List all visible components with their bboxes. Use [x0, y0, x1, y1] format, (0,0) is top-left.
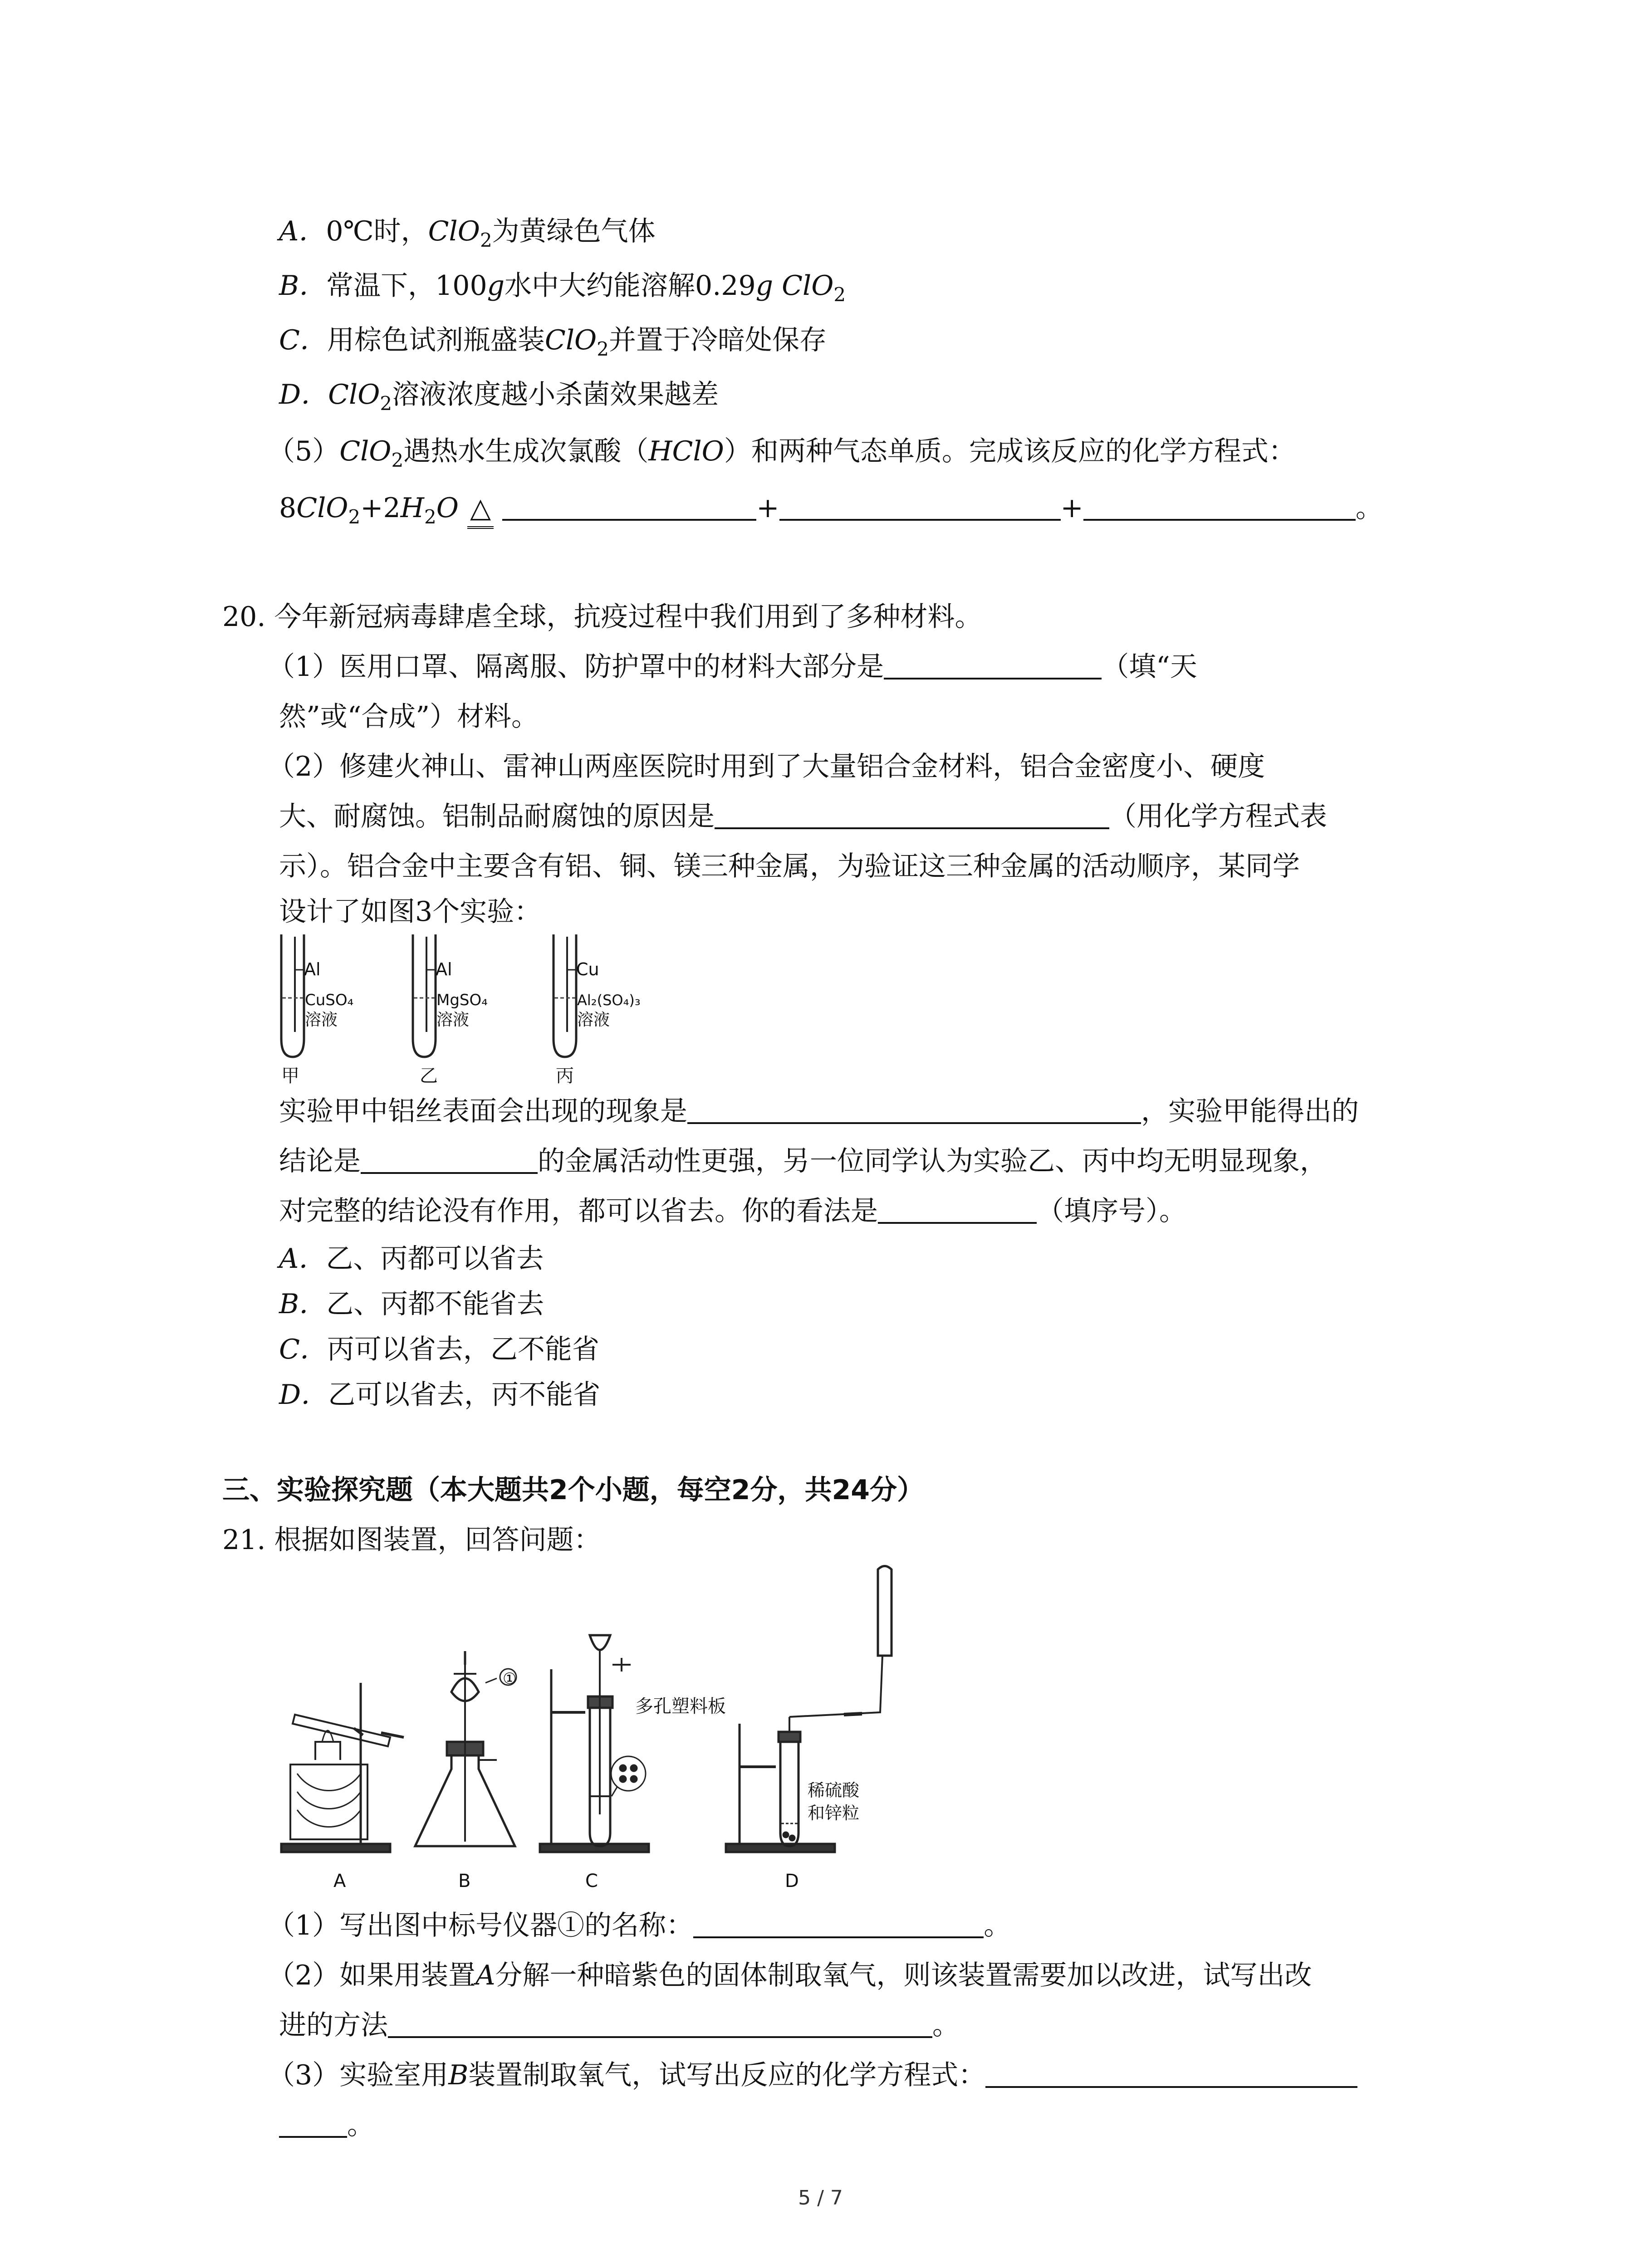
q19-option-b: B．常温下，100g水中大约能溶解0.29g ClO$_2$ [279, 270, 846, 306]
q20-part2-line4: 设计了如图3个实验： [279, 896, 542, 928]
q20-option-d: D．乙可以省去，丙不能省 [279, 1379, 601, 1411]
q19-option-a: A．0℃时，ClO$_2$为黄绿色气体 [279, 215, 656, 251]
q21-part2-line2: 进的方法 。 [279, 2009, 960, 2041]
apparatus-d-label: D [785, 1871, 799, 1892]
q20-part2-line2: 大、耐腐蚀。铝制品耐腐蚀的原因是 （用化学方程式表 [279, 801, 1327, 832]
apparatus-c [540, 1635, 726, 1892]
tube-bing [554, 934, 641, 1086]
answer-blank-conclusion[interactable] [361, 1145, 538, 1174]
q20-option-b: B．乙、丙都不能省去 [279, 1288, 544, 1320]
q21-part1: （1）写出图中标号仪器①的名称： 。 [268, 1910, 1011, 1941]
q20-obs-line1: 实验甲中铝丝表面会出现的现象是 ，实验甲能得出的 [279, 1095, 1359, 1127]
tube-bing-solution: Al₂(SO₄)₃ [577, 992, 641, 1009]
answer-blank-phenomenon[interactable] [687, 1095, 1141, 1124]
tube-yi [413, 934, 488, 1086]
tube-bing-label: 丙 [556, 1066, 574, 1086]
q19-equation: $8ClO_2+2H_2O$ △ + + 。 [279, 490, 1383, 535]
q20-stem: 20. 今年新冠病毒肆虐全球，抗疫过程中我们用到了多种材料。 [222, 601, 982, 633]
tube-jia [281, 934, 353, 1086]
tube-bing-metal: Cu [576, 959, 599, 979]
section-3-heading: 三、实验探究题（本大题共2个小题，每空2分，共24分） [222, 1474, 924, 1506]
apparatus-d [726, 1566, 892, 1892]
answer-blank-equation-cont[interactable] [279, 2109, 347, 2138]
apparatus-a-label: A [333, 1871, 346, 1892]
apparatus-a [281, 1683, 404, 1892]
tube-jia-metal: Al [304, 959, 321, 979]
q20-part2-line1: （2）修建火神山、雷神山两座医院时用到了大量铝合金材料，铝合金密度小、硬度 [268, 751, 1265, 782]
apparatus-figure [272, 1560, 962, 1901]
q20-part1-line2: 然”或“合成”）材料。 [279, 701, 539, 733]
q21-part3-line2: 。 [279, 2107, 374, 2143]
tube-jia-solution: CuSO₄ [305, 991, 354, 1009]
equation-blank-1[interactable] [502, 492, 756, 521]
q20-option-a: A．乙、丙都可以省去 [279, 1243, 544, 1275]
q19-part5: （5）ClO$_2$遇热水生成次氯酸（HClO）和两种气态单质。完成该反应的化学方程式： [268, 435, 1296, 471]
tube-yi-solution-word: 溶液 [436, 1011, 470, 1029]
instrument-one-marker: ① [503, 1670, 517, 1688]
answer-blank-material[interactable] [884, 650, 1102, 679]
equation-blank-3[interactable] [1083, 492, 1356, 521]
zinc-granules-label: 和锌粒 [808, 1803, 860, 1823]
tube-jia-label: 甲 [281, 1066, 299, 1086]
q20-obs-line3: 对完整的结论没有作用，都可以省去。你的看法是 （填序号）。 [279, 1195, 1186, 1227]
apparatus-b-label: B [458, 1871, 471, 1892]
q20-part1-line1: （1）医用口罩、隔离服、防护罩中的材料大部分是 （填“天 [268, 651, 1197, 683]
q21-part3-line1: （3）实验室用B装置制取氧气，试写出反应的化学方程式： [268, 2057, 1357, 2093]
answer-blank-choice[interactable] [878, 1195, 1037, 1224]
porous-plate-label: 多孔塑料板 [635, 1696, 726, 1717]
answer-blank-equation[interactable] [985, 2059, 1357, 2088]
q21-part2-line1: （2）如果用装置A分解一种暗紫色的固体制取氧气，则该装置需要加以改进，试写出改 [268, 1960, 1312, 1991]
apparatus-c-label: C [585, 1871, 598, 1892]
q20-option-c: C．丙可以省去，乙不能省 [279, 1334, 599, 1365]
q19-option-d: D．ClO$_2$溶液浓度越小杀菌效果越差 [279, 379, 719, 415]
equation-blank-2[interactable] [779, 492, 1061, 521]
answer-blank-improvement[interactable] [388, 2009, 932, 2038]
test-tube-figure [272, 930, 726, 1089]
tube-yi-solution: MgSO₄ [436, 991, 488, 1009]
tube-yi-metal: Al [436, 959, 452, 979]
answer-blank-corrosion[interactable] [715, 800, 1109, 829]
tube-yi-label: 乙 [420, 1066, 438, 1086]
q19-option-c: C．用棕色试剂瓶盛装ClO$_2$并置于冷暗处保存 [279, 324, 827, 360]
tube-jia-solution-word: 溶液 [305, 1011, 338, 1029]
heat-condition-mark: △ [467, 490, 494, 529]
dilute-acid-label: 稀硫酸 [808, 1780, 860, 1800]
q20-part2-line3: 示）。铝合金中主要含有铝、铜、镁三种金属，为验证这三种金属的活动顺序，某同学 [279, 850, 1300, 882]
page-number: 5 / 7 [798, 2186, 843, 2209]
q21-stem: 21. 根据如图装置，回答问题： [222, 1524, 601, 1556]
answer-blank-instrument-name[interactable] [693, 1909, 984, 1938]
tube-bing-solution-word: 溶液 [577, 1011, 610, 1029]
q20-obs-line2: 结论是 的金属活动性更强，另一位同学认为实验乙、丙中均无明显现象， [279, 1145, 1327, 1177]
apparatus-b [415, 1651, 516, 1892]
